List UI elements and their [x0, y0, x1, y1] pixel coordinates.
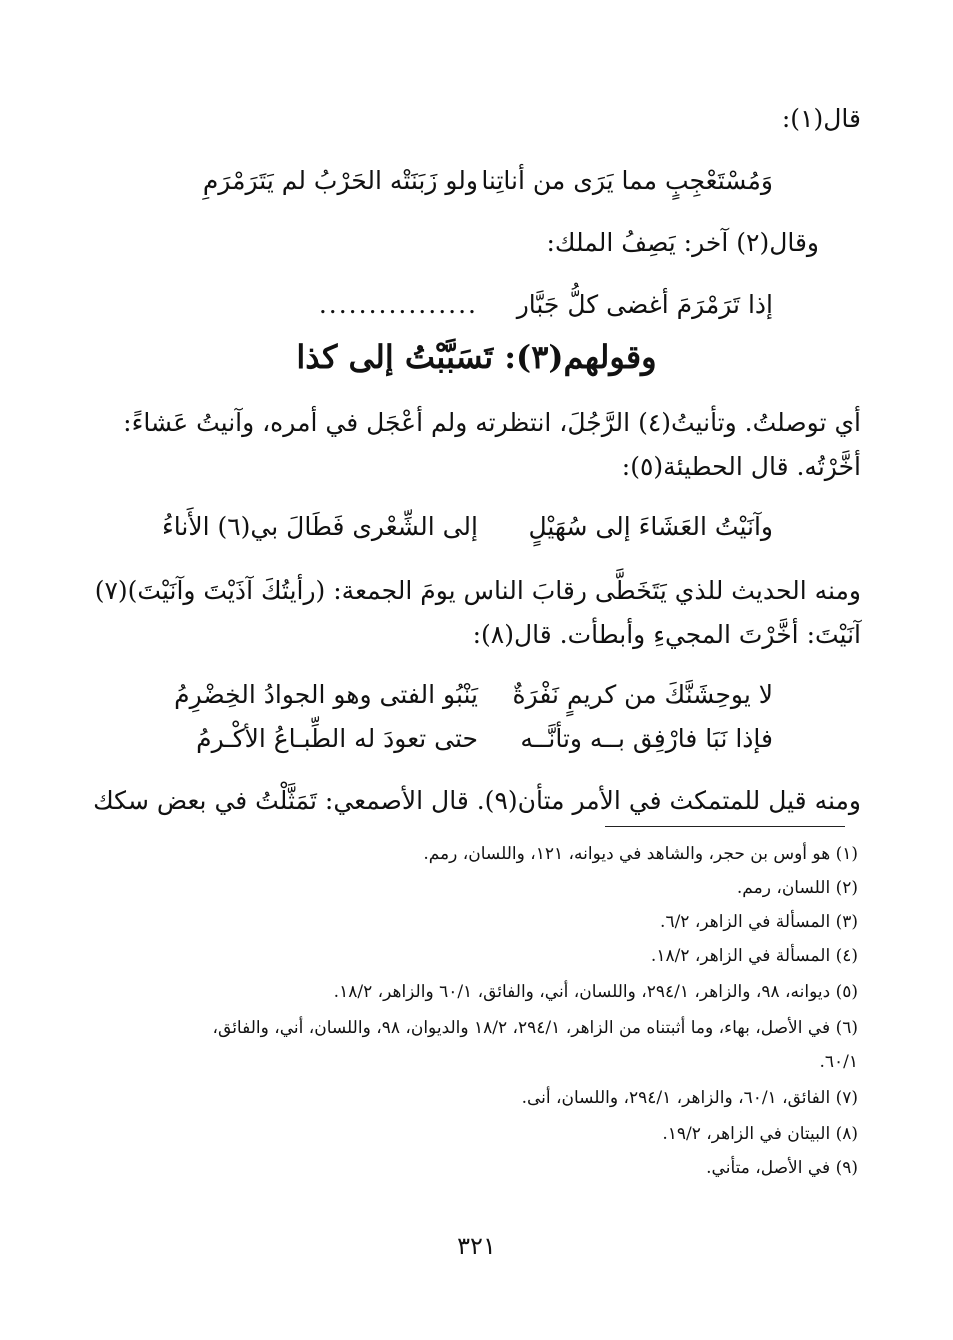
footnote-9: (٩) في الأصل، متأني.	[706, 1158, 858, 1178]
footnote-separator	[605, 826, 845, 827]
section-heading: وقولهم(٣): تَسَبَّبْتُ إلى كذا	[296, 338, 657, 376]
footnote-2: (٢) اللسان، رمم.	[736, 878, 858, 898]
footnote-5: (٥) ديوانه، ٩٨، والزاهر، ٢٩٤/١، واللسان، أني، والفائق، ٦٠/١ والزاهر، ١٨/٢.	[333, 982, 858, 1002]
verse3-first-hemistich: وآنَيْتُ العَشَاءَ إلى سُهَيْلٍ	[528, 512, 773, 541]
footnote-6-continued: ٦٠/١.	[819, 1052, 858, 1072]
footnote-1: (١) هو أوس بن حجر، والشاهد في ديوانه، ١٢١، واللسان، رمم.	[423, 844, 858, 864]
verse4a-second-hemistich: يَنْبُو الفتى وهو الجوادُ الخِضْرِمُ	[174, 680, 478, 709]
page-number: ٣٢١	[457, 1232, 496, 1260]
verse4a-first-hemistich: لا يوحِشَنَّكَ من كريمٍ نَفْرَةٌ	[512, 680, 773, 709]
intro-line-2: وقال(٢) آخر: يَصِفُ الملك:	[546, 228, 819, 257]
verse2-first-hemistich: إذا تَرَمْرَمَ أغضى كلُّ جَبَّار	[516, 290, 773, 319]
paragraph1-line2: أخَّرْتُه. قال الحطيئة(٥):	[621, 452, 861, 481]
footnote-7: (٧) الفائق، ٦٠/١، والزاهر، ٢٩٤/١، واللسان، أنى.	[521, 1088, 858, 1108]
paragraph2-line1: ومنه الحديث للذي يَتَخَطَّى رقابَ الناس يومَ الجمعة: (رأيتُكَ آذَيْتَ وآنَيْتَ)(٧)	[94, 576, 861, 605]
verse1-first-hemistich: وَمُسْتَعْجِبٍ مما يَرَى من أناتِنا	[481, 166, 773, 195]
footnote-3: (٣) المسألة في الزاهر، ٦/٢.	[660, 912, 858, 932]
footnote-8: (٨) البيتان في الزاهر، ١٩/٢.	[662, 1124, 858, 1144]
intro-line: قال(١):	[781, 104, 861, 133]
verse4b-second-hemistich: حتى تعودَ له الطِّبـاعُ الأكْـرمُ	[196, 724, 478, 753]
verse1-second-hemistich: ولو زَبَنَتْه الحَرْبُ لم يَتَرَمْرَمِ	[202, 166, 478, 195]
verse2-ellipsis: ................	[318, 290, 478, 319]
paragraph1-line1: أي توصلتُ. وتأنيتُ(٤) الرَّجُلَ، انتظرته ولم أعْجَل في أمره، وآنيتُ عَشاءً:	[123, 408, 861, 437]
paragraph2-line2: آنَيْتَ: أخَّرْتَ المجيءِ وأبطأت. قال(٨):	[472, 620, 861, 649]
verse3-second-hemistich: إلى الشِّعْرى فَطَالَ بي(٦) الأَناءُ	[162, 512, 478, 541]
paragraph3-line1: ومنه قيل للمتمكث في الأمر متأن(٩). قال الأصمعي: تَمَثَّلْتُ في بعض سكك	[93, 786, 861, 815]
footnote-4: (٤) المسألة في الزاهر، ١٨/٢.	[650, 946, 858, 966]
footnote-6: (٦) في الأصل، بهاء، وما أثبتناه من الزاهر، ٢٩٤/١، ١٨/٢ والديوان، ٩٨، واللسان، أني، والفائق،	[212, 1018, 858, 1038]
verse4b-first-hemistich: فإذا نَبَا فارْفِق بــه وتأنَّــه	[520, 724, 773, 753]
